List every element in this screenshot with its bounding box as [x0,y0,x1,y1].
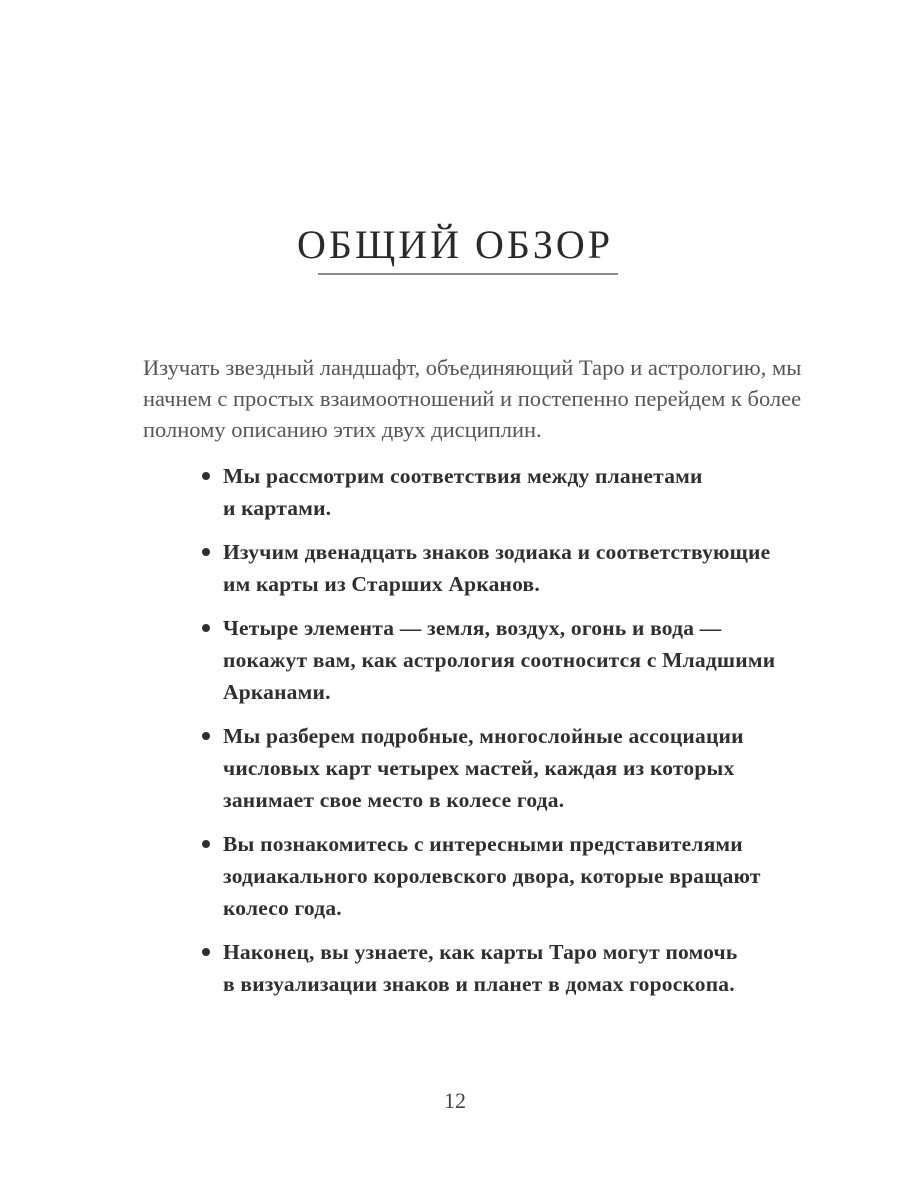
bullet-line: числовых карт четырех мастей, каждая из которых [223,756,735,780]
title-underline-divider [318,273,618,275]
bullet-line: и картами. [223,496,332,520]
bullet-line: Четыре элемента — земля, воздух, огонь и вода — [223,616,722,640]
bullet-line: Наконец, вы узнаете, как карты Таро могут помочь [223,940,738,964]
bullet-icon [202,732,210,740]
intro-line: начнем с простых взаимоотношений и постепенно перейдем к более [143,386,802,411]
bullet-line: покажут вам, как астрология соотносится с Младшими [223,648,776,672]
bullet-icon [202,472,210,480]
bullet-icon [202,948,210,956]
bullet-icon [202,840,210,848]
bullet-line: колесо года. [223,896,342,920]
title-block [0,222,910,268]
intro-line: Изучать звездный ландшафт, объединяющий Таро и астрологию, мы [143,355,802,380]
overview-bullet-list [200,460,800,1012]
intro-line: полному описанию этих двух дисциплин. [143,417,542,442]
bullet-line: Мы рассмотрим соответствия между планетами [223,464,703,488]
bullet-item-number-cards [200,720,800,816]
page-title: ОБЩИЙ ОБЗОР [296,222,613,267]
intro-paragraph [143,352,803,445]
bullet-item-planets [200,460,800,524]
bullet-icon [202,624,210,632]
bullet-line: зодиакального королевского двора, которые вращают [223,864,761,888]
bullet-line: занимает свое место в колесе года. [223,788,565,812]
bullet-icon [202,548,210,556]
bullet-item-elements [200,612,800,708]
bullet-line: в визуализации знаков и планет в домах гороскопа. [223,972,735,996]
bullet-item-court-cards [200,828,800,924]
bullet-line: Мы разберем подробные, многослойные ассоциации [223,724,744,748]
bullet-line: им карты из Старших Арканов. [223,572,540,596]
bullet-item-houses [200,936,800,1000]
bullet-line: Изучим двенадцать знаков зодиака и соответствующие [223,540,771,564]
bullet-item-zodiac [200,536,800,600]
bullet-line: Вы познакомитесь с интересными представителями [223,832,743,856]
bullet-line: Арканами. [223,680,331,704]
page-number: 12 [444,1088,466,1113]
